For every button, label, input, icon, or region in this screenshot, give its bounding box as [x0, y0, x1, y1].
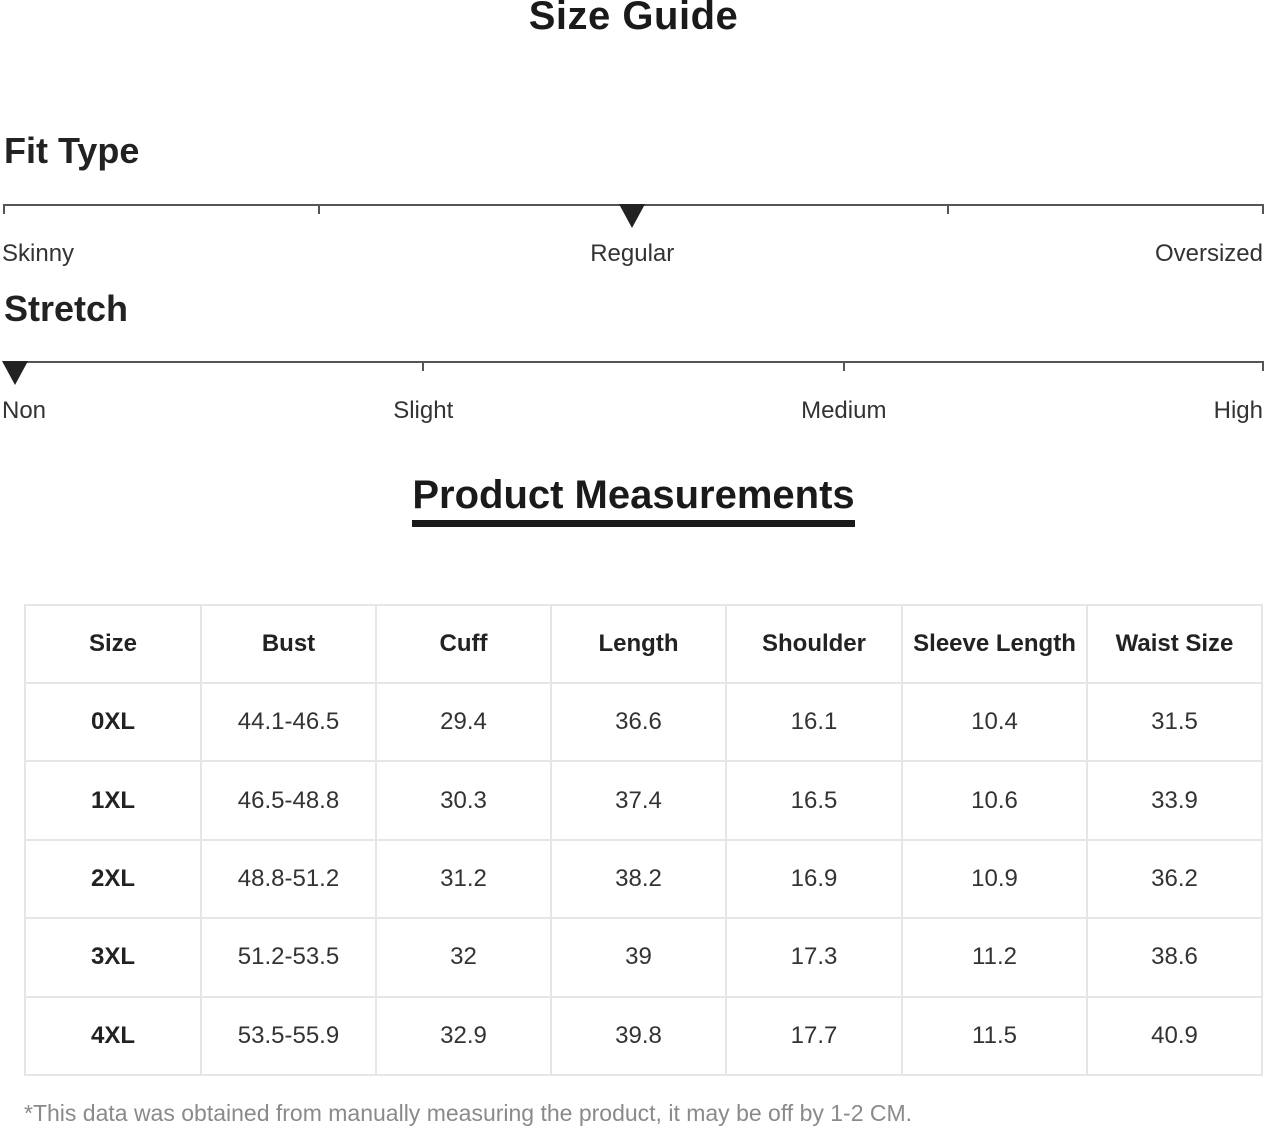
- table-row: [25, 997, 1262, 1075]
- stretch-option-medium: Medium: [801, 397, 887, 424]
- table-cell: 17.3: [726, 918, 902, 996]
- fit-type-label: Fit Type: [4, 130, 140, 171]
- fit-type-scale: [2, 200, 1263, 267]
- table-cell: 0XL: [25, 683, 201, 761]
- fit-type-marker-icon: [619, 204, 645, 228]
- fit-type-skinny-label: Skinny: [2, 240, 75, 267]
- scale-tick: [947, 204, 949, 214]
- table-cell: 16.5: [726, 761, 902, 839]
- measurements-table: [24, 604, 1263, 1076]
- column-header: Shoulder: [726, 605, 902, 683]
- page-title: Size Guide: [528, 0, 739, 38]
- measurements-title: Product Measurements: [412, 470, 854, 527]
- table-cell: 36.2: [1087, 840, 1262, 918]
- table-cell: 11.5: [902, 997, 1087, 1075]
- table-cell: 32: [376, 918, 551, 996]
- scale-tick: [843, 361, 845, 371]
- table-cell: 10.6: [902, 761, 1087, 839]
- table-cell: 2XL: [25, 840, 201, 918]
- column-header: Waist Size: [1087, 605, 1262, 683]
- stretch-option-non: Non: [2, 397, 47, 424]
- table-cell: 51.2-53.5: [201, 918, 376, 996]
- stretch-option-slight: Slight: [393, 397, 454, 424]
- table-cell: 53.5-55.9: [201, 997, 376, 1075]
- table-cell: 32.9: [376, 997, 551, 1075]
- column-header: Size: [25, 605, 201, 683]
- scale-tick: [422, 361, 424, 371]
- table-cell: 33.9: [1087, 761, 1262, 839]
- column-header: Sleeve Length: [902, 605, 1087, 683]
- table-cell: 10.9: [902, 840, 1087, 918]
- table-row: [25, 761, 1262, 839]
- table-cell: 39: [551, 918, 726, 996]
- stretch-scale-line: [4, 361, 1263, 363]
- scale-tick: [318, 204, 320, 214]
- column-header: Length: [551, 605, 726, 683]
- stretch-scale: [2, 357, 1263, 424]
- table-cell: 31.2: [376, 840, 551, 918]
- table-cell: 1XL: [25, 761, 201, 839]
- table-cell: 3XL: [25, 918, 201, 996]
- table-cell: 39.8: [551, 997, 726, 1075]
- table-cell: 11.2: [902, 918, 1087, 996]
- column-header: Cuff: [376, 605, 551, 683]
- table-cell: 38.2: [551, 840, 726, 918]
- table-cell: 40.9: [1087, 997, 1262, 1075]
- measurement-footnote: *This data was obtained from manually measuring the product, it may be off by 1-2 CM.: [24, 1100, 913, 1126]
- fit-type-regular-label: Regular: [590, 240, 675, 267]
- table-cell: 46.5-48.8: [201, 761, 376, 839]
- fit-type-oversized-label: Oversized: [1154, 240, 1263, 267]
- table-cell: 38.6: [1087, 918, 1262, 996]
- scale-tick: [3, 204, 5, 214]
- table-cell: 10.4: [902, 683, 1087, 761]
- table-row: [25, 840, 1262, 918]
- table-cell: 44.1-46.5: [201, 683, 376, 761]
- table-cell: 16.1: [726, 683, 902, 761]
- table-cell: 29.4: [376, 683, 551, 761]
- table-cell: 4XL: [25, 997, 201, 1075]
- table-cell: 30.3: [376, 761, 551, 839]
- column-header: Bust: [201, 605, 376, 683]
- table-cell: 31.5: [1087, 683, 1262, 761]
- stretch-marker-icon: [2, 361, 28, 385]
- stretch-option-high: High: [1213, 397, 1263, 424]
- table-header-row: [25, 605, 1262, 683]
- table-cell: 37.4: [551, 761, 726, 839]
- table-cell: 16.9: [726, 840, 902, 918]
- scale-tick: [1262, 361, 1264, 371]
- table-cell: 17.7: [726, 997, 902, 1075]
- table-cell: 36.6: [551, 683, 726, 761]
- table-cell: 48.8-51.2: [201, 840, 376, 918]
- table-row: [25, 918, 1262, 996]
- scale-tick: [1262, 204, 1264, 214]
- stretch-label: Stretch: [4, 288, 129, 329]
- table-row: [25, 683, 1262, 761]
